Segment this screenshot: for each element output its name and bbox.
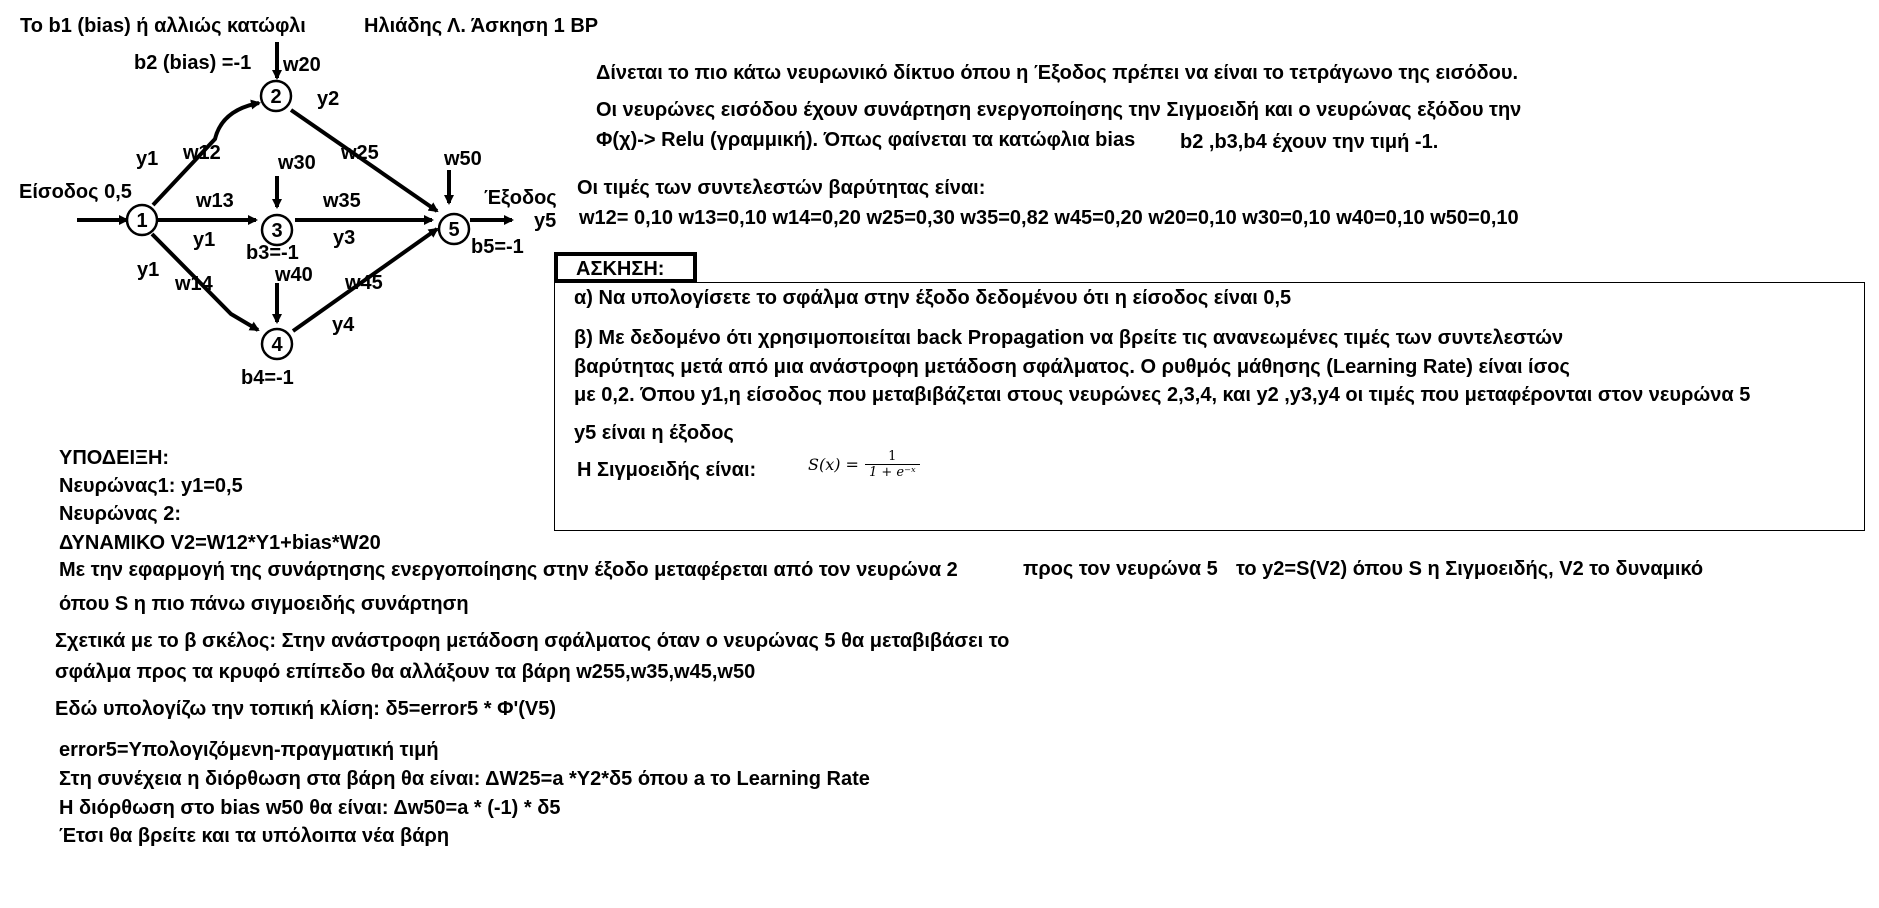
task-title-box (554, 252, 697, 283)
node-2-label: 2 (270, 86, 282, 108)
hint-line-3: ΔΥΝΑΜΙΚΟ V2=W12*Y1+bias*W20 (59, 532, 381, 554)
label-y4: y4 (332, 314, 355, 336)
label-y3: y3 (333, 227, 356, 249)
formula-numerator: 1 (888, 449, 897, 464)
formula-denominator: 1 + e⁻ˣ (865, 464, 920, 480)
label-w50: w50 (444, 148, 482, 170)
hint-line-4b: προς τον νευρώνα 5 (1023, 558, 1218, 580)
label-b5: b5=-1 (471, 236, 524, 258)
label-w35: w35 (323, 190, 361, 212)
bias-note: To b1 (bias) ή αλλιώς κατώφλι (20, 15, 306, 37)
weights-values: w12= 0,10 w13=0,10 w14=0,20 w25=0,30 w35=0,82 w45=0,20 w20=0,10 w30=0,10 w40=0,10 w50=0,10 (579, 207, 1519, 229)
label-output: Έξοδος (484, 187, 557, 209)
hint-line-5: όπου S η πιο πάνω σιγμοειδής συνάρτηση (59, 593, 469, 615)
intro-line-1: Δίνεται το πιο κάτω νευρωνικό δίκτυο όπου η Έξοδος πρέπει να είναι το τετράγωνο της εισόδου. (596, 62, 1519, 84)
label-y5: y5 (534, 210, 557, 232)
label-w12: w12 (183, 142, 221, 164)
label-w13: w13 (196, 190, 234, 212)
node-4-label: 4 (271, 334, 283, 356)
sigmoid-label: Η Σιγμοειδής είναι: (577, 459, 757, 481)
label-w30: w30 (278, 152, 316, 174)
hint-line-1: Νευρώνας1: y1=0,5 (59, 475, 243, 497)
hint-line-11: Η διόρθωση στο bias w50 θα είναι: Δw50=a * (-1) * δ5 (59, 797, 561, 819)
weights-title: Οι τιμές των συντελεστών βαρύτητας είναι: (577, 177, 986, 199)
sigmoid-formula (808, 449, 920, 480)
task-a: α) Να υπολογίσετε το σφάλμα στην έξοδο δεδομένου ότι η είσοδος είναι 0,5 (574, 287, 1292, 309)
label-b2: b2 (bias) =-1 (134, 52, 252, 74)
label-y2: y2 (317, 88, 340, 110)
label-w25: w25 (341, 142, 379, 164)
label-y1-mid: y1 (193, 229, 216, 251)
task-b-line-3: με 0,2. Όπου y1,η είσοδος που μεταβιβάζεται στους νευρώνες 2,3,4, και y2 ,y3,y4 οι τιμές που μεταφέρονται στον νευρώνα 5 (574, 384, 1751, 406)
label-w20: w20 (283, 54, 321, 76)
task-b-line-1: β) Με δεδομένο ότι χρησιμοποιείται back Propagation να βρείτε τις ανανεωμένες τιμές των συντελεστών (574, 327, 1564, 349)
intro-line-3b: b2 ,b3,b4 έχουν την τιμή -1. (1180, 131, 1439, 153)
hint-line-10: Στη συνέχεια η διόρθωση στα βάρη θα είναι: ΔW25=a *Y2*δ5 όπου a το Learning Rate (59, 768, 870, 790)
hint-line-4a: Με την εφαρμογή της συνάρτησης ενεργοποίησης στην έξοδο μεταφέρεται από τον νευρώνα 2 (59, 559, 958, 581)
label-y1-top: y1 (136, 148, 159, 170)
label-w40: w40 (275, 264, 313, 286)
hint-line-4c: το y2=S(V2) όπου S η Σιγμοειδής, V2 το δυναμικό (1236, 558, 1704, 580)
hint-line-12: Έτσι θα βρείτε και τα υπόλοιπα νέα βάρη (59, 825, 450, 847)
hint-line-8: Εδώ υπολογίζω την τοπική κλίση: δ5=error5 * Φ'(V5) (55, 698, 557, 720)
hint-line-9: error5=Υπολογιζόμενη-πραγματική τιμή (59, 739, 439, 761)
label-b3: b3=-1 (246, 242, 299, 264)
task-title: ΑΣΚΗΣΗ: (576, 258, 665, 280)
intro-line-2: Οι νευρώνες εισόδου έχουν συνάρτηση ενεργοποίησης την Σιγμοειδή και ο νευρώνας εξόδου την (596, 99, 1522, 121)
hint-line-6: Σχετικά με το β σκέλος: Στην ανάστροφη μετάδοση σφάλματος όταν ο νευρώνας 5 θα μεταβιβάσει το (55, 630, 1010, 652)
task-b-line-2: βαρύτητας μετά από μια ανάστροφη μετάδοση σφάλματος. Ο ρυθμός μάθησης (Learning Rate) είναι ίσος (574, 356, 1570, 378)
label-input: Είσοδος 0,5 (19, 181, 132, 203)
node-3-label: 3 (271, 220, 283, 242)
label-w45: w45 (345, 272, 383, 294)
label-y1-bot: y1 (137, 259, 160, 281)
formula-lhs: S(x) = (808, 455, 859, 474)
neural-network-diagram (0, 0, 560, 400)
author-title: Ηλιάδης Λ. Άσκηση 1 BP (364, 15, 599, 37)
hint-line-2: Νευρώνας 2: (59, 503, 182, 525)
label-w14: w14 (175, 273, 213, 295)
task-b-line-4: y5 είναι η έξοδος (574, 422, 734, 444)
hint-title: ΥΠΟΔΕΙΞΗ: (59, 447, 170, 469)
intro-line-3a: Φ(χ)-> Relu (γραμμική). Όπως φαίνεται τα κατώφλια bias (596, 129, 1136, 151)
hint-line-7: σφάλμα προς τα κρυφό επίπεδο θα αλλάξουν τα βάρη w255,w35,w45,w50 (55, 661, 756, 683)
label-b4: b4=-1 (241, 367, 294, 389)
node-5-label: 5 (448, 219, 460, 241)
node-1-label: 1 (136, 210, 148, 232)
